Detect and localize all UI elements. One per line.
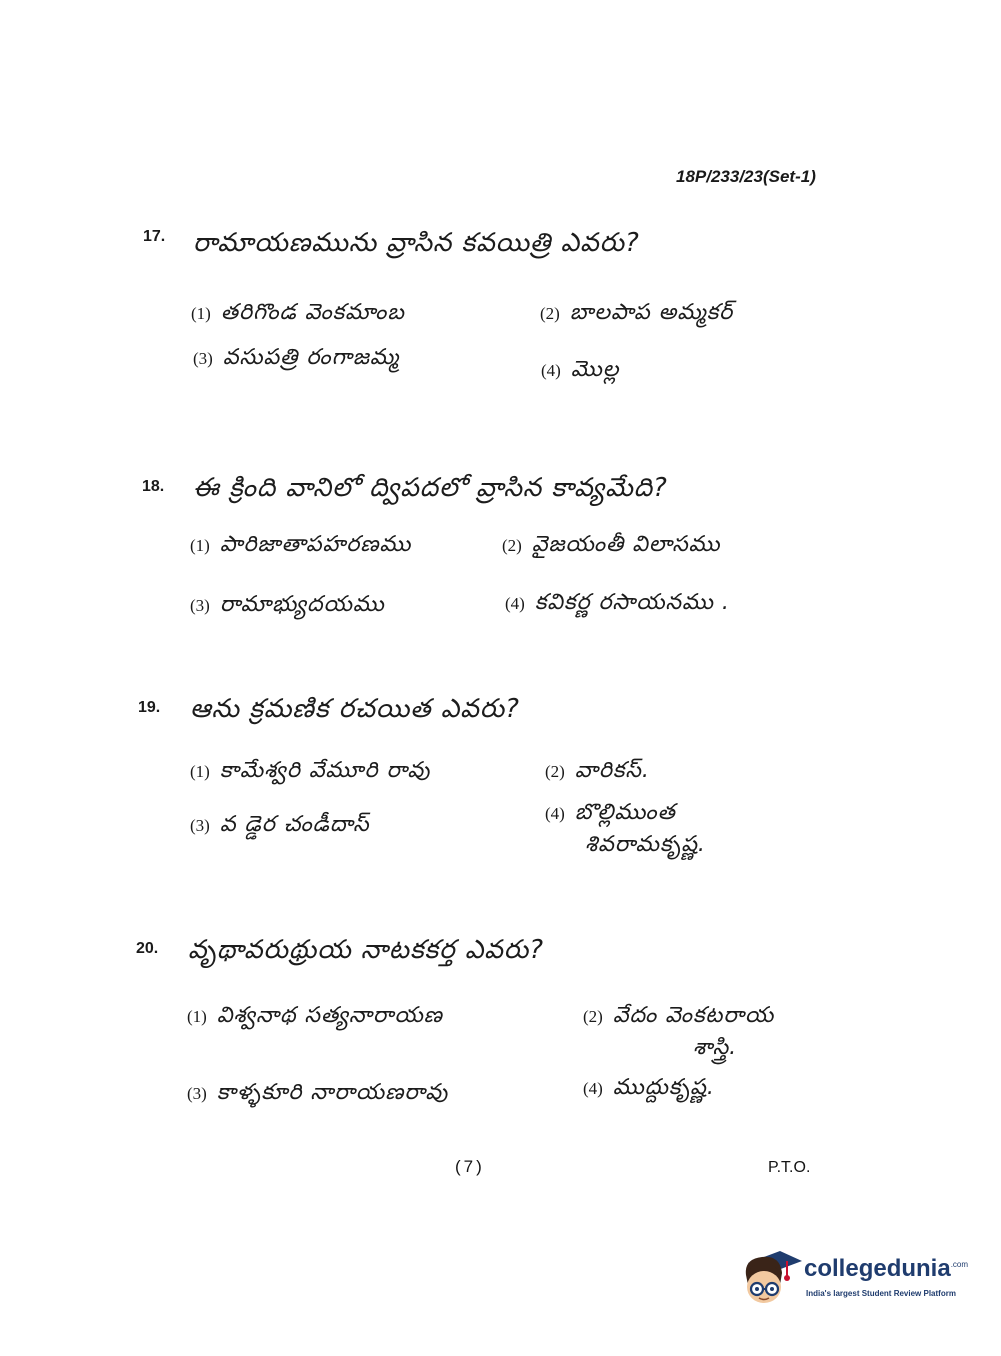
option-text-continued: శాస్త్రి.	[693, 1035, 738, 1060]
option-number: (2)	[583, 1007, 603, 1026]
option-number: (2)	[540, 304, 560, 323]
option-text: వసుపత్రి రంగాజమ్మ	[222, 345, 400, 370]
option-text: కవికర్ణ రసాయనము .	[534, 590, 730, 615]
option-number: (3)	[190, 596, 210, 615]
option-number: (4)	[505, 594, 525, 613]
option-number: (1)	[187, 1007, 207, 1026]
logo-brand	[804, 1255, 968, 1283]
question-text: వృథావరుథ్రుయ నాటకకర్త ఎవరు?	[188, 935, 545, 965]
option-text: విశ్వనాథ సత్యనారాయణ	[216, 1003, 443, 1028]
option-number: (3)	[193, 349, 213, 368]
option-text: వ డ్డెర చండీదాస్	[219, 812, 370, 837]
option	[190, 532, 411, 562]
option-text: కామేశ్వరి వేమూరి రావు	[219, 758, 431, 783]
option-text: వారికస్.	[574, 758, 650, 783]
option-text: మొల్ల	[570, 357, 620, 382]
option-number: (1)	[190, 536, 210, 555]
option-text: వేదం వెంకటరాయ	[612, 1003, 775, 1028]
option-number: (4)	[541, 361, 561, 380]
option-number: (2)	[502, 536, 522, 555]
paper-code: 18P/233/23(Set-1)	[676, 167, 816, 186]
logo-brand-text: collegedunia	[804, 1255, 951, 1282]
option	[187, 1003, 443, 1033]
option-text: కాళ్ళకూరి నారాయణరావు	[216, 1080, 449, 1105]
option	[545, 800, 706, 862]
option	[541, 357, 619, 387]
option-number: (4)	[545, 804, 565, 823]
option-text: తరిగొండ వెంకమాంబ	[220, 300, 405, 325]
option-number: (2)	[545, 762, 565, 781]
option	[190, 758, 430, 788]
question-text: రామాయణమును వ్రాసిన కవయిత్రి ఎవరు?	[193, 228, 640, 258]
logo-tagline: India's largest Student Review Platform	[806, 1289, 956, 1298]
option-text: వైజయంతీ విలాసము	[531, 532, 721, 557]
option-number: (3)	[190, 816, 210, 835]
option-number: (1)	[190, 762, 210, 781]
option	[190, 812, 370, 842]
option	[193, 345, 399, 375]
option-number: (3)	[187, 1084, 207, 1103]
option	[540, 300, 733, 330]
page-number: (7)	[455, 1157, 485, 1176]
question-number: 20.	[136, 940, 159, 957]
question-text: ఆను క్రమణిక రచయిత ఎవరు?	[190, 694, 520, 724]
option	[191, 300, 405, 330]
option	[187, 1080, 448, 1110]
option-text: బాలపాప అమ్మకర్	[569, 300, 734, 325]
collegedunia-logo	[740, 1245, 970, 1315]
option-text: ముద్దుకృష్ణ.	[612, 1075, 715, 1100]
question-number: 17.	[143, 228, 166, 245]
option	[505, 590, 730, 620]
option-text-continued: శివరామకృష్ణ.	[585, 832, 706, 857]
question-text: ఈ క్రింది వానిలో ద్విపదలో వ్రాసిన కావ్యమేది?	[193, 473, 668, 503]
option-text: బొల్లిముంత	[574, 800, 676, 825]
option-number: (4)	[583, 1079, 603, 1098]
option	[190, 592, 385, 622]
option-number: (1)	[191, 304, 211, 323]
option	[583, 1003, 774, 1065]
option	[545, 758, 650, 788]
question-number: 18.	[142, 478, 165, 495]
option	[502, 532, 721, 562]
pto-label: P.T.O.	[768, 1159, 811, 1176]
logo-tld: .com	[950, 1260, 969, 1269]
option-text: రామాభ్యుదయము	[219, 592, 385, 617]
option	[583, 1075, 715, 1105]
student-mascot-icon	[740, 1245, 804, 1315]
question-number: 19.	[138, 699, 161, 716]
option-text: పారిజాతాపహరణము	[219, 532, 412, 557]
